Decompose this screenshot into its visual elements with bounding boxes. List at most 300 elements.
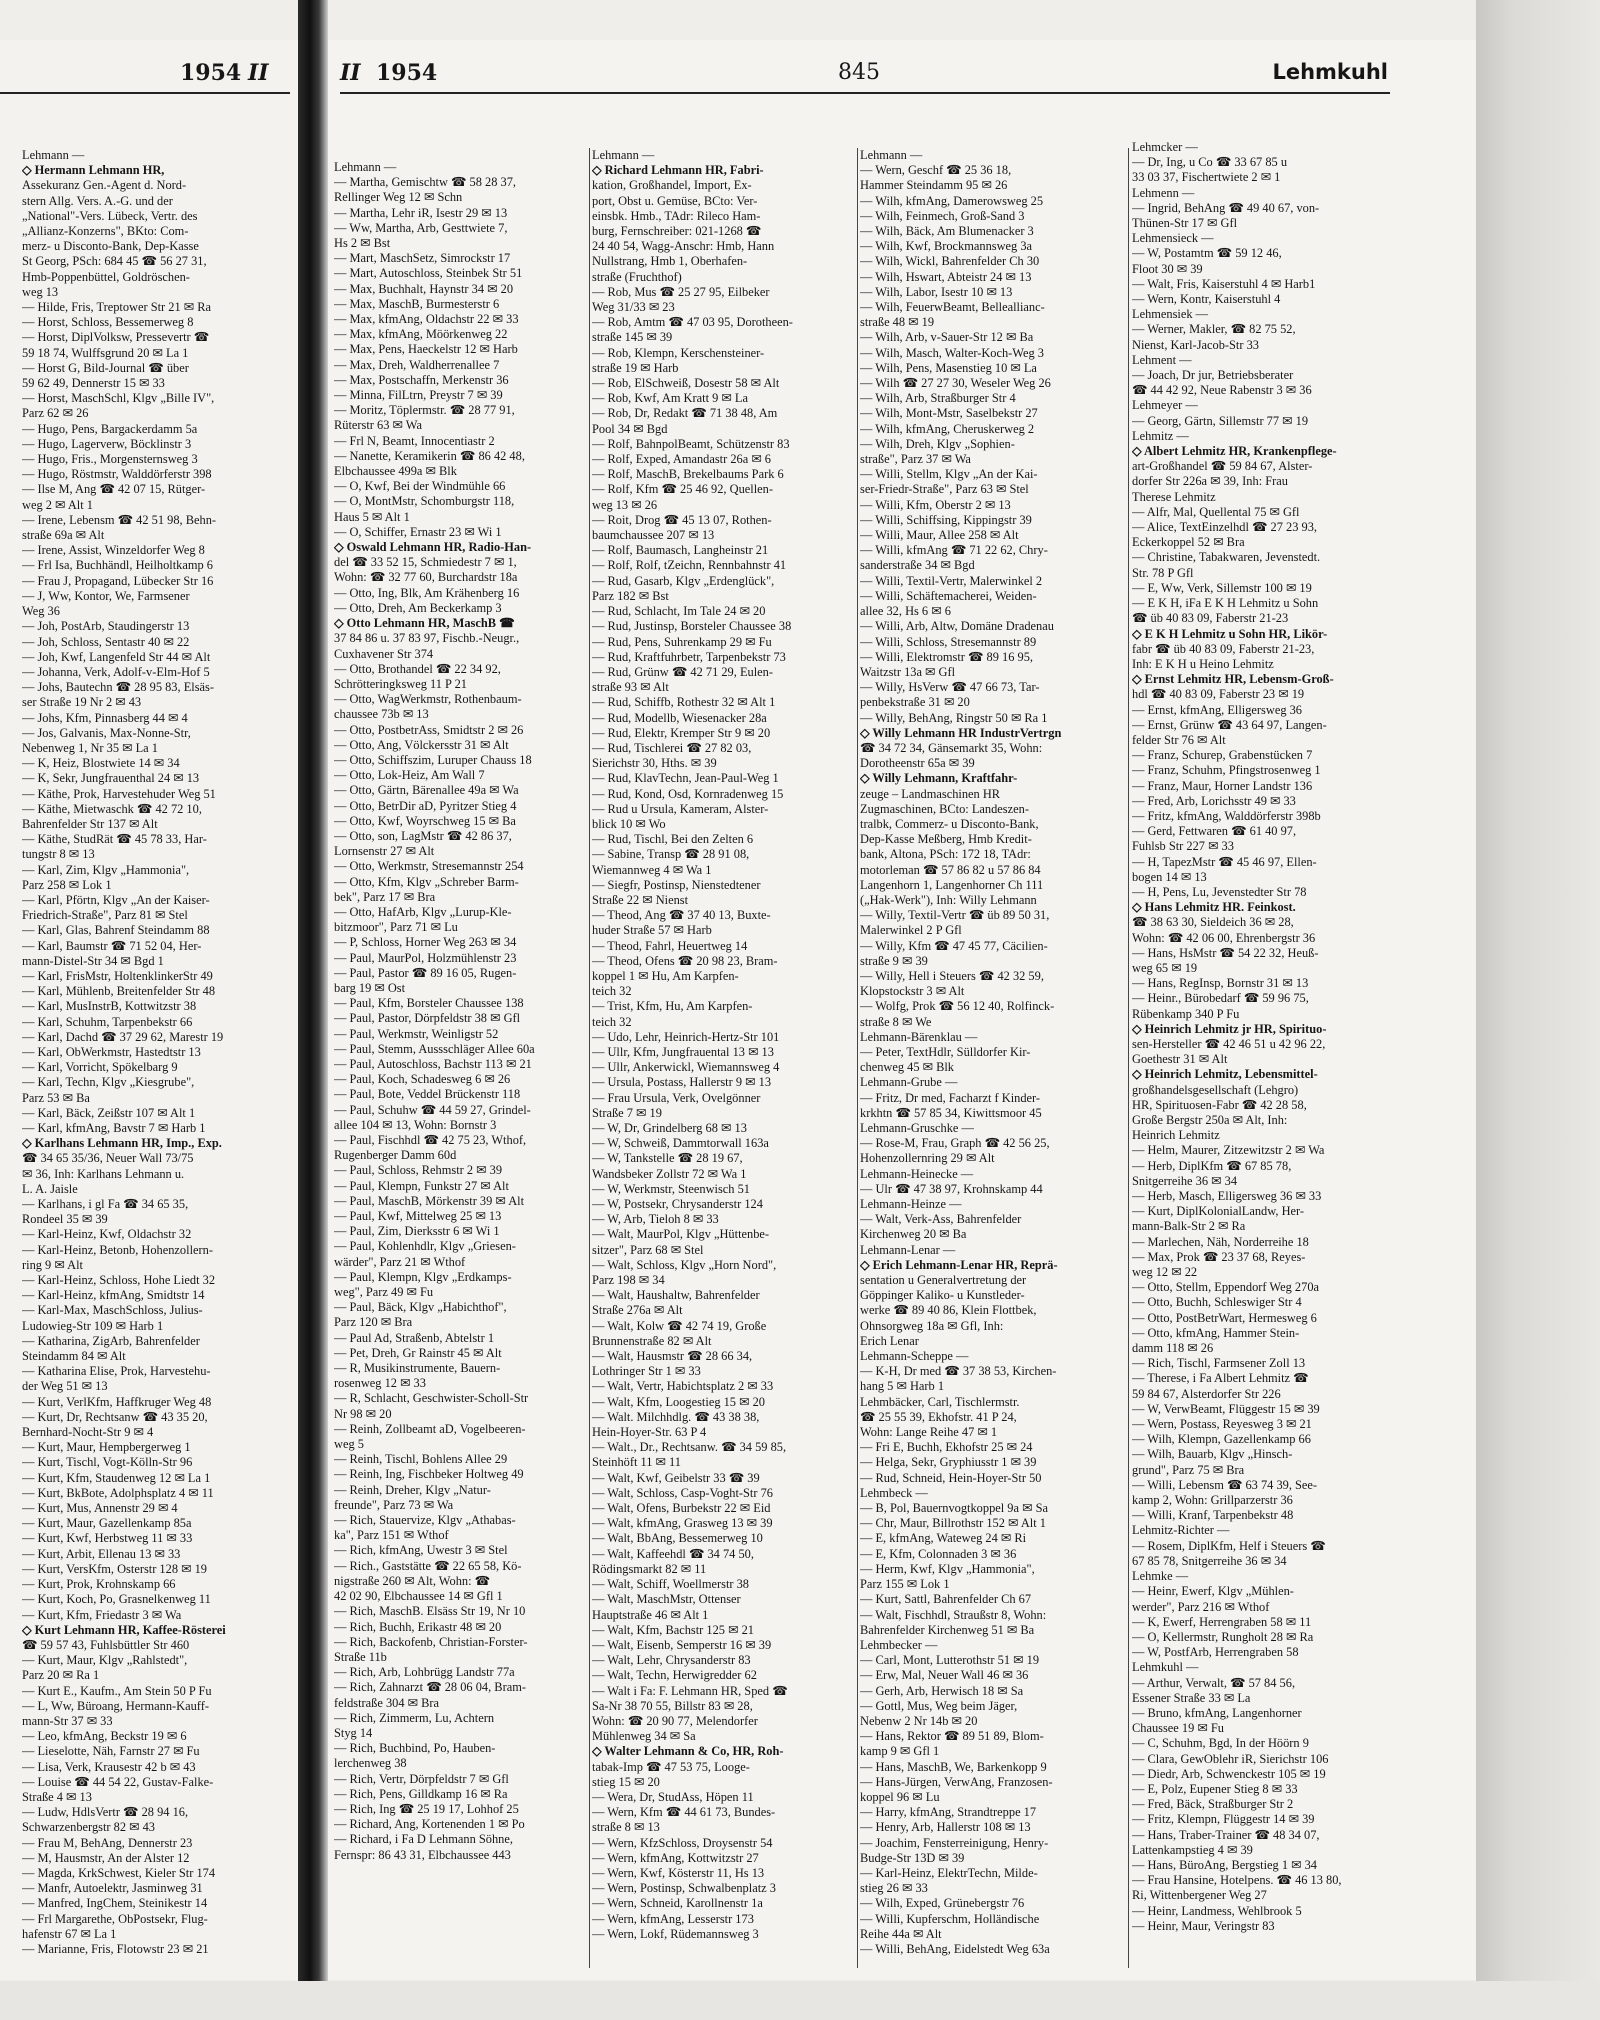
directory-line: Rugenberger Damm 60d [334, 1148, 457, 1163]
directory-line: — Walt, Schiff, Woellmerstr 38 [592, 1577, 749, 1592]
directory-line: stieg 15 ✉ 20 [592, 1774, 660, 1789]
directory-line: — Rob, Klempn, Kerschensteiner- [592, 345, 765, 360]
directory-line: — Otto, WagWerkmstr, Rothenbaum- [334, 692, 522, 707]
directory-line: — Wern, Lokf, Rüdemannsweg 3 [592, 1926, 759, 1941]
directory-line: Lothringer Str 1 ✉ 33 [592, 1364, 701, 1379]
directory-line: Schwarzenbergstr 82 ✉ 43 [22, 1820, 155, 1835]
directory-line: ☎ 59 57 43, Fuhlsbüttler Str 460 [22, 1637, 190, 1652]
directory-line: freunde", Parz 73 ✉ Wa [334, 1497, 454, 1512]
directory-line: — Wern, Postass, Reyesweg 3 ✉ 21 [1132, 1417, 1312, 1432]
directory-line: Rübenkamp 340 P Fu [1132, 1006, 1240, 1021]
directory-line: 33 03 37, Fischertwiete 2 ✉ 1 [1132, 170, 1281, 185]
directory-line: — Wilh, kfmAng, Cheruskerweg 2 [860, 421, 1035, 436]
directory-line: Steinhöft 11 ✉ 11 [592, 1455, 681, 1470]
directory-line: — Willi, Kfm, Oberstr 2 ✉ 13 [860, 497, 1011, 512]
directory-line: Straße 22 ✉ Nienst [592, 892, 689, 907]
directory-line: — Siegfr, Postinsp, Nienstedtener [592, 877, 761, 892]
directory-line: — Kurt, Maur, Gazellenkamp 85a [22, 1516, 192, 1531]
directory-line: Str. 78 P Gfl [1132, 565, 1194, 580]
directory-line: einsbk. Hmb., TAdr: Rileco Ham- [592, 208, 761, 223]
directory-line: — Herm, Kwf, Klgv „Hammonia", [860, 1561, 1035, 1576]
directory-line: — Rud, Schiffb, Rothestr 32 ✉ Alt 1 [592, 695, 776, 710]
directory-line: — Reinh, Zollbeamt aD, Vogelbeeren- [334, 1421, 526, 1436]
directory-line: — R, Schlacht, Geschwister-Scholl-Str [334, 1391, 529, 1406]
directory-line: — Rob, Mus ☎ 25 27 95, Eilbeker [592, 284, 770, 299]
directory-line: — Otto, Brothandel ☎ 22 34 92, [334, 661, 501, 676]
directory-line: Wohn: ☎ 32 77 60, Burchardstr 18a [334, 570, 518, 585]
directory-line: — Willi, Schloss, Stresemannstr 89 [860, 634, 1037, 649]
directory-line: — Manfr, Autoelektr, Jasminweg 31 [22, 1881, 203, 1896]
directory-line: — Helga, Sekr, Gryphiusstr 1 ✉ 39 [860, 1455, 1037, 1470]
directory-line: — Helm, Maurer, Zitzewitzstr 2 ✉ Wa [1132, 1143, 1325, 1158]
directory-line: — Walt, Vertr, Habichtsplatz 2 ✉ 33 [592, 1379, 774, 1394]
directory-line: — Karl-Heinz, Kwf, Oldachstr 32 [22, 1227, 192, 1242]
directory-line: — Rose-M, Frau, Graph ☎ 42 56 25, [860, 1136, 1050, 1151]
directory-line: — Theod, Ofens ☎ 20 98 23, Bram- [592, 953, 778, 968]
directory-line: — Walt, Haushaltw, Bahrenfelder [592, 1288, 760, 1303]
directory-line: port, Obst u. Gemüse, BCto: Ver- [592, 193, 758, 208]
directory-line: — Fritz, Dr med, Facharzt f Kinder- [860, 1090, 1041, 1105]
directory-line: barg 19 ✉ Ost [334, 980, 406, 995]
directory-line: Goethestr 31 ✉ Alt [1132, 1052, 1228, 1067]
directory-line: Lehmbeck — [860, 1485, 928, 1500]
directory-line: — Alfr, Mal, Quellental 75 ✉ Gfl [1132, 504, 1300, 519]
right-page-header [340, 58, 1390, 94]
directory-line: ☎ 34 72 34, Gänsemarkt 35, Wohn: [860, 740, 1043, 755]
directory-line: — Reinh, Tischl, Bohlens Allee 29 [334, 1452, 508, 1467]
directory-line: — Willi, Stellm, Klgv „An der Kai- [860, 467, 1038, 482]
directory-line: — Kurt, VersKfm, Osterstr 128 ✉ 19 [22, 1561, 207, 1576]
directory-line: ka", Parz 151 ✉ Wthof [334, 1528, 449, 1543]
directory-line: großhandelsgesellschaft (Lehgro) [1132, 1082, 1299, 1097]
directory-line: Dorotheenstr 65a ✉ 39 [860, 756, 975, 771]
directory-line: Budge-Str 13D ✉ 39 [860, 1850, 965, 1865]
directory-line: — Louise ☎ 44 54 22, Gustav-Falke- [22, 1774, 214, 1789]
directory-line: — Paul, Stemm, Aussschläger Allee 60a [334, 1041, 535, 1056]
directory-line: — Joh, PostArb, Staudingerstr 13 [22, 619, 190, 634]
directory-line: — Willy, BehAng, Ringstr 50 ✉ Ra 1 [860, 710, 1048, 725]
directory-line: — Georg, Gärtn, Sillemstr 77 ✉ 19 [1132, 413, 1309, 428]
directory-line: — Moritz, Töplermstr. ☎ 28 77 91, [334, 403, 515, 418]
directory-line: — Willi, Schäftemacherei, Weiden- [860, 588, 1037, 603]
directory-line: — Wilh, Bauarb, Klgv „Hinsch- [1132, 1447, 1293, 1462]
directory-line: Waitzstr 13a ✉ Gfl [860, 664, 956, 679]
directory-line: — Paul, Klempn, Klgv „Erdkamps- [334, 1269, 512, 1284]
directory-line: — Rolf, BahnpolBeamt, Schützenstr 83 [592, 436, 790, 451]
directory-line: — Max, Prok ☎ 23 37 68, Reyes- [1132, 1249, 1306, 1264]
directory-line: — Karl, Zim, Klgv „Hammonia", [22, 862, 190, 877]
directory-line: Kirchenweg 20 ✉ Ba [860, 1227, 967, 1242]
directory-line: — Käthe, StudRät ☎ 45 78 33, Har- [22, 832, 207, 847]
directory-line: Wandsbeker Zollstr 72 ✉ Wa 1 [592, 1166, 747, 1181]
directory-line: Haus 5 ✉ Alt 1 [334, 509, 410, 524]
directory-line: — Karl, MusInstrB, Kottwitzstr 38 [22, 999, 197, 1014]
directory-line: — Heinr, Maur, Veringstr 83 [1132, 1918, 1275, 1933]
column-divider [1128, 148, 1129, 1968]
directory-line: — Diedr, Arb, Schwenckestr 105 ✉ 19 [1132, 1766, 1326, 1781]
directory-line: koppel 1 ✉ Hu, Am Karpfen- [592, 968, 739, 983]
directory-line: — Manfred, IngChem, Steinikestr 14 [22, 1896, 208, 1911]
directory-line: — E, Polz, Eupener Stieg 8 ✉ 33 [1132, 1781, 1298, 1796]
directory-line: — Paul Ad, Straßenb, Abtelstr 1 [334, 1330, 495, 1345]
directory-line: — Willy, Textil-Vertr ☎ üb 89 50 31, [860, 908, 1050, 923]
directory-line: Hein-Hoyer-Str. 63 P 4 [592, 1425, 707, 1440]
directory-line: Ludowieg-Str 109 ✉ Harb 1 [22, 1318, 164, 1333]
directory-line: Lehmann — [22, 148, 85, 162]
header-keyword: Lehmkuhl [1272, 60, 1388, 84]
directory-line: — Ludw, HdlsVertr ☎ 28 94 16, [22, 1805, 189, 1820]
directory-line: straße 8 ✉ We [860, 1014, 932, 1029]
directory-line: — Walt., Dr., Rechtsanw. ☎ 34 59 85, [592, 1440, 787, 1455]
directory-line: bitzmoor", Parz 71 ✉ Lu [334, 920, 458, 935]
directory-line: — Willi, Kranf, Tarpenbekstr 48 [1132, 1508, 1294, 1523]
directory-line: — Willi, Kupferschm, Holländische [860, 1911, 1040, 1926]
directory-line: — Ulr ☎ 47 38 97, Krohnskamp 44 [860, 1181, 1043, 1196]
directory-line: Mühlenweg 34 ✉ Sa [592, 1729, 696, 1744]
directory-line: — Willi, BehAng, Eidelstedt Weg 63a [860, 1941, 1050, 1956]
directory-line: — Willy, HsVerw ☎ 47 66 73, Tar- [860, 680, 1040, 695]
directory-line: lerchenweg 38 [334, 1756, 407, 1771]
directory-line: Zugmaschinen, BCto: Landeszen- [860, 801, 1029, 816]
directory-line: — Frau J, Propagand, Lübecker Str 16 [22, 573, 214, 588]
directory-line: ◇ Erich Lehmann-Lenar HR, Reprä- [860, 1257, 1058, 1272]
directory-line: teich 32 [592, 1014, 632, 1029]
directory-line: — Rich, Ing ☎ 25 19 17, Lohhof 25 [334, 1801, 519, 1816]
directory-line: Lehmann-Heinecke — [860, 1166, 974, 1181]
directory-line: ◇ Heinrich Lehmitz jr HR, Spirituo- [1132, 1021, 1327, 1036]
directory-line: — Wern, Kwf, Kösterstr 11, Hs 13 [592, 1865, 765, 1880]
directory-line: — Walt, BbAng, Bessemerweg 10 [592, 1531, 763, 1546]
directory-line: — Karl, FrisMstr, HoltenklinkerStr 49 [22, 968, 213, 983]
directory-line: Lehmkuhl — [1132, 1660, 1199, 1675]
directory-line: — Walt, Fris, Kaiserstuhl 4 ✉ Harb1 [1132, 276, 1316, 291]
directory-line: — Leo, kfmAng, Beckstr 19 ✉ 6 [22, 1729, 187, 1744]
directory-line: — Dr, Ing, u Co ☎ 33 67 85 u [1132, 155, 1288, 170]
directory-line: Weg 36 [22, 604, 60, 619]
directory-line: — Rich, kfmAng, Uwestr 3 ✉ Stel [334, 1543, 508, 1558]
directory-line: straße 48 ✉ 19 [860, 315, 935, 330]
directory-line: — Rud, Tischl, Bei den Zelten 6 [592, 832, 754, 847]
directory-line: — Walt i Fa: F. Lehmann HR, Sped ☎ [592, 1683, 788, 1698]
directory-line: — Wilh, Kwf, Brockmannsweg 3a [860, 239, 1033, 254]
directory-line: Lehmann-Gruschke — [860, 1121, 974, 1135]
column-divider [857, 148, 858, 1968]
directory-line: burg, Fernschreiber: 021-1268 ☎ [592, 224, 762, 239]
directory-line: — Walt, Fischhdl, Straußstr 8, Wohn: [860, 1607, 1047, 1622]
directory-line: — Horst, MaschSchl, Klgv „Bille IV", [22, 391, 215, 406]
directory-line: — Nanette, Keramikerin ☎ 86 42 48, [334, 448, 525, 463]
directory-line: — Wilh, Hswart, Abteistr 24 ✉ 13 [860, 269, 1032, 284]
directory-line: — Paul, Koch, Schadesweg 6 ✉ 26 [334, 1072, 511, 1087]
directory-line: weg 13 ✉ 26 [592, 497, 658, 512]
directory-line: ☎ 25 55 39, Ekhofstr. 41 P 24, [860, 1409, 1017, 1424]
directory-line: — Paul, MaschB, Mörkenstr 39 ✉ Alt [334, 1193, 525, 1208]
directory-line: — Walt, Verk-Ass, Bahrenfelder [860, 1212, 1022, 1227]
directory-line: — Franz, Maur, Horner Landstr 136 [1132, 778, 1313, 793]
directory-line: Assekuranz Gen.-Agent d. Nord- [22, 178, 187, 193]
directory-line: Ohnsorgweg 18a ✉ Gfl, Inh: [860, 1318, 1004, 1333]
directory-line: Straße 11b [334, 1649, 387, 1664]
directory-line: rosenweg 12 ✉ 33 [334, 1376, 426, 1391]
directory-line: Lehmke — [1132, 1569, 1189, 1584]
directory-line: — Walt, Kfm, Loogestieg 15 ✉ 20 [592, 1394, 765, 1409]
directory-line: — Rud, Gasarb, Klgv „Erdenglück", [592, 573, 775, 588]
directory-line: ☎ 44 42 92, Neue Rabenstr 3 ✉ 36 [1132, 383, 1312, 398]
directory-line: art-Großhandel ☎ 59 84 67, Alster- [1132, 459, 1313, 474]
directory-line: ☎ 34 65 35/36, Neuer Wall 73/75 [22, 1151, 194, 1166]
directory-line: — Rich, Zahnarzt ☎ 28 06 04, Bram- [334, 1680, 526, 1695]
directory-line: — Ernst, Grünw ☎ 43 64 97, Langen- [1132, 717, 1327, 732]
directory-line: — Wilh, Arb, v-Sauer-Str 12 ✉ Ba [860, 330, 1034, 345]
directory-line: — Frl N, Beamt, Innocentiastr 2 [334, 433, 495, 448]
directory-line: ◇ Oswald Lehmann HR, Radio-Han- [334, 540, 532, 555]
directory-line: Pool 34 ✉ Bgd [592, 421, 668, 436]
directory-line: — Willy, Hell i Steuers ☎ 42 32 59, [860, 968, 1044, 983]
directory-line: weg", Parz 49 ✉ Fu [334, 1285, 434, 1300]
directory-line: Hs 2 ✉ Bst [334, 236, 391, 251]
directory-line: — Reinh, Dreher, Klgv „Natur- [334, 1482, 491, 1497]
directory-line: — Martha, Gemischtw ☎ 58 28 37, [334, 175, 516, 190]
directory-line: — Joachim, Fensterreinigung, Henry- [860, 1835, 1049, 1850]
directory-line: — Karl-Heinz, Betonb, Hohenzollern- [22, 1242, 213, 1257]
directory-line: — Rolf, Kfm ☎ 25 46 92, Quellen- [592, 482, 773, 497]
directory-line: — Hugo, Pens, Bargackerdamm 5a [22, 421, 198, 436]
directory-line: koppel 96 ✉ Lu [860, 1789, 940, 1804]
directory-line: — Rud, KlavTechn, Jean-Paul-Weg 1 [592, 771, 779, 786]
directory-line: — Käthe, Prok, Harvestehuder Weg 51 [22, 786, 216, 801]
directory-line: Lehmbäcker, Carl, Tischlermstr. [860, 1394, 1020, 1409]
directory-line: straße 19 ✉ Harb [592, 360, 679, 375]
directory-line: — L, Ww, Büroang, Hermann-Kauff- [22, 1698, 209, 1713]
directory-line: — Roit, Drog ☎ 45 13 07, Rothen- [592, 512, 772, 527]
directory-line: — Hans, RegInsp, Bornstr 31 ✉ 13 [1132, 976, 1309, 991]
directory-line: — Walt, Eisenb, Semperstr 16 ✉ 39 [592, 1637, 772, 1652]
directory-line: — Paul, Pastor ☎ 89 16 05, Rugen- [334, 965, 517, 980]
directory-line: Nebenweg 1, Nr 35 ✉ La 1 [22, 740, 158, 755]
directory-line: — Kurt, DiplKolonialLandw, Her- [1132, 1204, 1305, 1219]
directory-line: nigstraße 260 ✉ Alt, Wohn: ☎ [334, 1573, 491, 1588]
directory-line: — Rolf, Baumasch, Langheinstr 21 [592, 543, 769, 558]
directory-line: — W, Schweiß, Dammtorwall 163a [592, 1136, 769, 1151]
directory-line: Parz 155 ✉ Lok 1 [860, 1577, 950, 1592]
directory-line: Rüterstr 63 ✉ Wa [334, 418, 422, 433]
left-volume-label: II [248, 60, 269, 86]
directory-line: — Irene, Lebensm ☎ 42 51 98, Behn- [22, 512, 217, 527]
directory-line: — Wern, KfzSchloss, Droysenstr 54 [592, 1835, 773, 1850]
directory-line: straße 93 ✉ Alt [592, 680, 669, 695]
directory-line: — Wilh, Bäck, Am Blumenacker 3 [860, 224, 1034, 239]
directory-line: — Wern, kfmAng, Lesserstr 173 [592, 1911, 754, 1926]
directory-line: — Henry, Arb, Hallerstr 108 ✉ 13 [860, 1820, 1031, 1835]
directory-line: — Wilh, Masch, Walter-Koch-Weg 3 [860, 345, 1044, 360]
directory-line: — O, Kwf, Bei der Windmühle 66 [334, 479, 506, 494]
directory-line: — W, Postsekr, Chrysanderstr 124 [592, 1197, 763, 1212]
directory-line: Lehmann-Bärenklau — [860, 1029, 978, 1044]
directory-line: — Walt, Schloss, Klgv „Horn Nord", [592, 1257, 777, 1272]
directory-line: — Hans, Rektor ☎ 89 51 89, Blom- [860, 1729, 1044, 1744]
directory-line: — Udo, Lehr, Heinrich-Hertz-Str 101 [592, 1029, 780, 1044]
directory-line: — Willi, Maur, Allee 258 ✉ Alt [860, 528, 1019, 543]
directory-line: kamp 9 ✉ Gfl 1 [860, 1744, 940, 1759]
directory-line: — Karl, Bäck, Zeißstr 107 ✉ Alt 1 [22, 1105, 196, 1120]
directory-line: chaussee 73b ✉ 13 [334, 707, 429, 722]
directory-line: — Frau Hansine, Hotelpens. ☎ 46 13 80, [1132, 1873, 1342, 1888]
directory-line: — Jos, Galvanis, Max-Nonne-Str, [22, 725, 191, 740]
directory-line: — Wilh, Pens, Masenstieg 10 ✉ La [860, 360, 1037, 375]
directory-line: — Hilde, Fris, Treptower Str 21 ✉ Ra [22, 300, 212, 315]
directory-line: 59 62 49, Dennerstr 15 ✉ 33 [22, 376, 165, 391]
directory-line: — Wolfg, Prok ☎ 56 12 40, Rolfinck- [860, 999, 1055, 1014]
directory-line: — Max, Dreh, Waldherrenallee 7 [334, 357, 500, 372]
directory-line: Parz 258 ✉ Lok 1 [22, 877, 112, 892]
directory-line: — Paul, Autoschloss, Bachstr 113 ✉ 21 [334, 1056, 532, 1071]
directory-line: tungstr 8 ✉ 13 [22, 847, 95, 862]
directory-line: ◇ Hermann Lehmann HR, [22, 163, 165, 178]
directory-column-5 [1132, 140, 1396, 2000]
directory-line: Reihe 44a ✉ Alt [860, 1926, 942, 1941]
directory-line: Lehmitz — [1132, 428, 1189, 443]
directory-line: — Johs, Kfm, Pinnasberg 44 ✉ 4 [22, 710, 188, 725]
directory-line: mann-Str 37 ✉ 33 [22, 1713, 113, 1728]
directory-line: weg 13 [22, 284, 59, 299]
directory-line: — Karl-Heinz, ElektrTechn, Milde- [860, 1865, 1038, 1880]
directory-line: — Lieselotte, Näh, Farnstr 27 ✉ Fu [22, 1744, 200, 1759]
directory-line: — Rud u Ursula, Kameram, Alster- [592, 801, 769, 816]
directory-line: — Frl Isa, Buchhändl, Heilholtkamp 6 [22, 558, 213, 573]
directory-line: Snitgerreihe 36 ✉ 34 [1132, 1173, 1238, 1188]
directory-line: — Walt, Schloss, Casp-Voght-Str 76 [592, 1485, 773, 1500]
directory-line: — Fri E, Buchh, Ekhofstr 25 ✉ 24 [860, 1440, 1033, 1455]
directory-line: Friedrich-Straße", Parz 81 ✉ Stel [22, 908, 188, 923]
directory-line: — Minna, FilLtrn, Preystr 7 ✉ 39 [334, 388, 503, 403]
directory-line: „Allianz-Konzerns", BKto: Com- [22, 224, 189, 239]
directory-line: — Rob, Kwf, Am Kratt 9 ✉ La [592, 391, 748, 406]
directory-line: Nienst, Karl-Jacob-Str 33 [1132, 337, 1259, 352]
directory-column-3 [592, 148, 854, 2008]
directory-line: ◇ Walter Lehmann & Co, HR, Roh- [592, 1744, 784, 1759]
directory-line: — W, Tankstelle ☎ 28 19 67, [592, 1151, 743, 1166]
directory-line: — O, MontMstr, Schomburgstr 118, [334, 494, 515, 509]
directory-line: — Therese, i Fa Albert Lehmitz ☎ [1132, 1371, 1309, 1386]
directory-line: — Rich, Arb, Lohbrügg Landstr 77a [334, 1665, 515, 1680]
directory-line: Steindamm 84 ✉ Alt [22, 1349, 126, 1364]
directory-line: Cuxhavener Str 374 [334, 646, 434, 661]
directory-line: sentation u Generalvertretung der [860, 1273, 1027, 1288]
directory-line: — Heinr, Ewerf, Klgv „Mühlen- [1132, 1584, 1294, 1599]
directory-line: — Hans, Traber-Trainer ☎ 48 34 07, [1132, 1827, 1320, 1842]
directory-line: — Otto, son, LagMstr ☎ 42 86 37, [334, 828, 512, 843]
directory-line: — Mart, MaschSetz, Simrockstr 17 [334, 251, 511, 266]
directory-line: — Wern, Postinsp, Schwalbenplatz 3 [592, 1881, 776, 1896]
directory-line: — Franz, Schurep, Grabenstücken 7 [1132, 748, 1313, 763]
directory-line: Elbchaussee 499a ✉ Blk [334, 464, 457, 479]
directory-line: — Chr, Maur, Billrothstr 152 ✉ Alt 1 [860, 1516, 1046, 1531]
directory-line: — Wilh, Dreh, Klgv „Sophien- [860, 436, 1015, 451]
directory-line: — Paul, MaurPol, Holzmühlenstr 23 [334, 950, 517, 965]
directory-line: — Karl-Heinz, kfmAng, Smidtstr 14 [22, 1288, 205, 1303]
directory-line: — Otto, Kfm, Klgv „Schreber Barm- [334, 874, 519, 889]
directory-line: ☎ üb 40 83 09, Faberstr 21-23 [1132, 611, 1289, 626]
directory-line: Lehmensieck — [1132, 231, 1214, 246]
left-page-number: 1954 [180, 60, 242, 86]
directory-line: bek", Parz 17 ✉ Bra [334, 889, 436, 904]
directory-line: — Rich, Buchbind, Po, Hauben- [334, 1741, 496, 1756]
directory-line: — Fred, Arb, Lorichsstr 49 ✉ 33 [1132, 793, 1296, 808]
directory-line: — Lisa, Verk, Krausestr 42 b ✉ 43 [22, 1759, 196, 1774]
directory-line: Chaussee 19 ✉ Fu [1132, 1721, 1224, 1736]
directory-line: Rondeel 35 ✉ 39 [22, 1212, 108, 1227]
directory-line: ◇ Willy Lehmann, Kraftfahr- [860, 771, 1018, 786]
directory-line: hang 5 ✉ Harb 1 [860, 1379, 945, 1394]
directory-line: — Fritz, Klempn, Flüggestr 14 ✉ 39 [1132, 1812, 1315, 1827]
directory-line: — Willi, Lebensm ☎ 63 74 39, See- [1132, 1477, 1318, 1492]
directory-line: — Fred, Bäck, Straßburger Str 2 [1132, 1797, 1294, 1812]
directory-line: — Otto, Ang, Völckersstr 31 ✉ Alt [334, 737, 509, 752]
directory-line: — Pet, Dreh, Gr Rainstr 45 ✉ Alt [334, 1345, 502, 1360]
directory-line: — Karl-Heinz, Schloss, Hohe Liedt 32 [22, 1273, 216, 1288]
directory-line: HR, Spirituosen-Fabr ☎ 42 28 58, [1132, 1097, 1307, 1112]
directory-line: huder Straße 57 ✉ Harb [592, 923, 712, 938]
directory-line: Lehmann — [592, 148, 655, 162]
directory-line: — Wilh, Arb, Straßburger Str 4 [860, 391, 1016, 406]
directory-line: — E, kfmAng, Wateweg 24 ✉ Ri [860, 1531, 1027, 1546]
directory-line: — Otto, BetrDir aD, Pyritzer Stieg 4 [334, 798, 517, 813]
directory-line: stieg 26 ✉ 33 [860, 1881, 928, 1896]
directory-line: „National"-Vers. Lübeck, Vertr. des [22, 208, 198, 223]
directory-line: — E K H, iFa E K H Lehmitz u Sohn [1132, 596, 1319, 611]
directory-line: — Karl, Baumstr ☎ 71 52 04, Her- [22, 938, 202, 953]
directory-line: — Gerd, Fettwaren ☎ 61 40 97, [1132, 824, 1297, 839]
directory-line: — Rud, Kraftfuhrbetr, Tarpenbekstr 73 [592, 649, 786, 664]
directory-line: — Rud, Justinsp, Borsteler Chaussee 38 [592, 619, 792, 634]
directory-line: — O, Schiffer, Ernastr 23 ✉ Wi 1 [334, 524, 502, 539]
directory-line: Sa-Nr 38 70 55, Billstr 83 ✉ 28, [592, 1698, 753, 1713]
directory-line: — Otto, Gärtn, Bärenallee 49a ✉ Wa [334, 783, 519, 798]
directory-line: sen-Hersteller ☎ 42 46 51 u 42 96 22, [1132, 1036, 1326, 1051]
directory-line: — Walt, MaschMstr, Ottenser [592, 1592, 741, 1607]
directory-line: mann-Balk-Str 2 ✉ Ra [1132, 1219, 1246, 1234]
page-edge [1476, 0, 1600, 1981]
directory-line: — Gerh, Arb, Herwisch 18 ✉ Sa [860, 1683, 1024, 1698]
directory-line: — Karl, Schuhm, Tarpenbekstr 66 [22, 1014, 193, 1029]
directory-line: — K, Sekr, Jungfrauenthal 24 ✉ 13 [22, 771, 200, 786]
directory-line: — Wilh, Klempn, Gazellenkamp 66 [1132, 1432, 1311, 1447]
directory-line: ✉ 36, Inh: Karlhans Lehmann u. [22, 1166, 185, 1181]
directory-line: Lornsenstr 27 ✉ Alt [334, 844, 435, 859]
directory-line: — Frl Margarethe, ObPostsekr, Flug- [22, 1911, 208, 1926]
directory-line: ◇ Hans Lehmitz HR. Feinkost. [1132, 900, 1296, 915]
directory-line: — Walt, Kwf, Geibelstr 33 ☎ 39 [592, 1470, 760, 1485]
directory-line: — Rob, Amtm ☎ 47 03 95, Dorotheen- [592, 315, 793, 330]
directory-line: stern Allg. Vers. A.-G. und der [22, 193, 173, 208]
directory-line: — Gottl, Mus, Weg beim Jäger, [860, 1698, 1018, 1713]
directory-line: Lehmann — [334, 160, 397, 174]
directory-line: — W, Postamtm ☎ 59 12 46, [1132, 246, 1282, 261]
directory-line: — Joach, Dr jur, Betriebsberater [1132, 368, 1294, 383]
directory-line: hafenstr 67 ✉ La 1 [22, 1926, 117, 1941]
directory-line: Bahrenfelder Str 137 ✉ Alt [22, 816, 158, 831]
directory-line: — Walt, Techn, Herwigredder 62 [592, 1668, 757, 1683]
directory-line: — Martha, Lehr iR, Isestr 29 ✉ 13 [334, 205, 508, 220]
directory-line: — Richard, Ang, Kortenenden 1 ✉ Po [334, 1817, 525, 1832]
directory-line: Lehmann-Scheppe — [860, 1349, 969, 1364]
directory-line: Lehmann-Heinze — [860, 1197, 962, 1212]
directory-line: — Horst G, Bild-Journal ☎ über [22, 360, 189, 375]
directory-line: — C, Schuhm, Bgd, In der Höörn 9 [1132, 1736, 1309, 1751]
directory-line: — Willy, Kfm ☎ 47 45 77, Cäcilien- [860, 938, 1048, 953]
directory-line: — Rud, Elektr, Kremper Str 9 ✉ 20 [592, 725, 771, 740]
directory-line: — Willi, Arb, Altw, Domäne Dradenau [860, 619, 1054, 634]
